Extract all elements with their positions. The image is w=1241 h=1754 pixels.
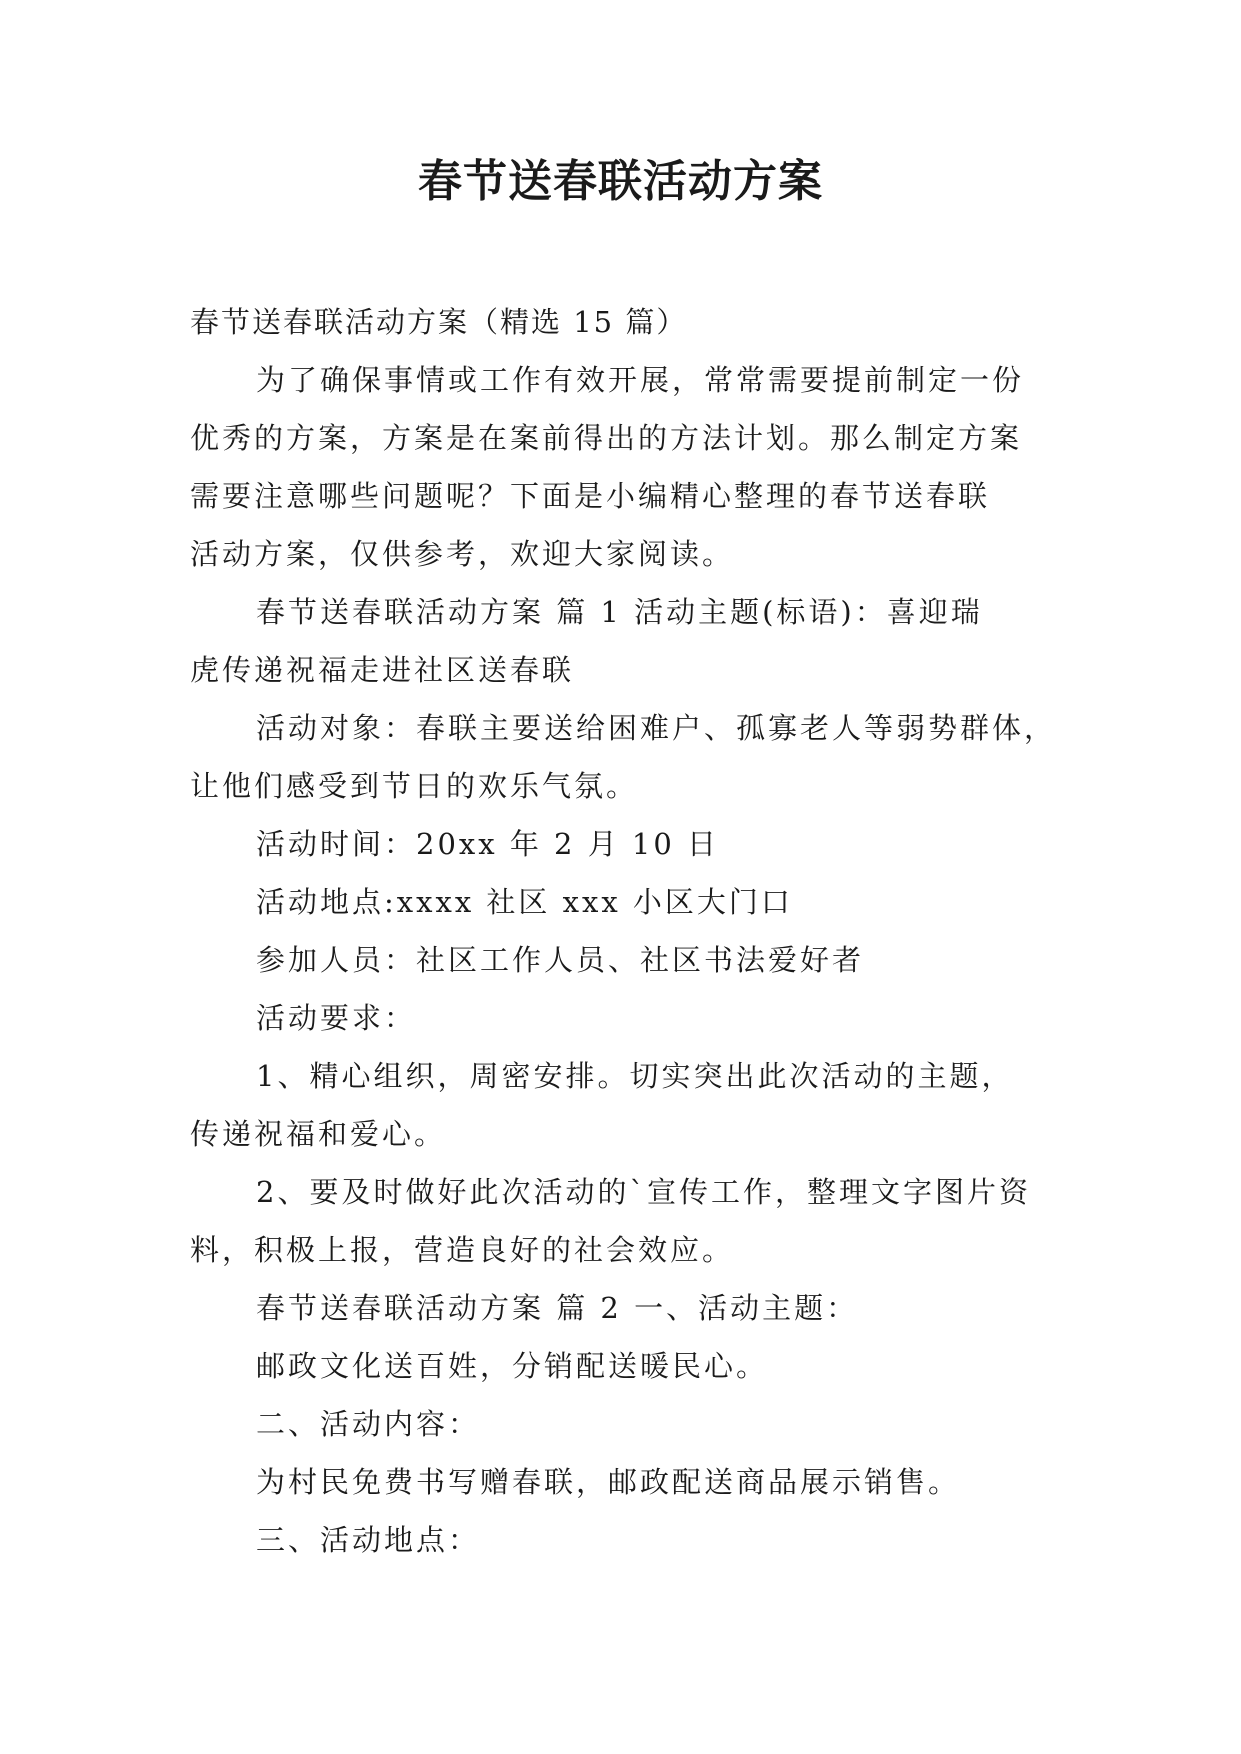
paragraph-line: 二、活动内容： [256, 1407, 481, 1441]
document-title: 春节送春联活动方案 [418, 156, 823, 207]
document-subtitle: 春节送春联活动方案（精选 15 篇） [190, 305, 688, 339]
paragraph-line: 春节送春联活动方案 篇 2 一、活动主题： [256, 1291, 859, 1325]
paragraph-line: 1、精心组织，周密安排。切实突出此次活动的主题， [256, 1059, 1014, 1093]
paragraph-line: 为村民免费书写赠春联，邮政配送商品展示销售。 [256, 1465, 961, 1499]
paragraph-line: 料，积极上报，营造良好的社会效应。 [190, 1233, 735, 1267]
paragraph-line: 活动时间：20xx 年 2 月 10 日 [256, 827, 720, 861]
paragraph-line: 让他们感受到节日的欢乐气氛。 [190, 769, 639, 803]
paragraph-line: 虎传递祝福走进社区送春联 [190, 653, 575, 687]
paragraph-line: 活动要求： [256, 1001, 417, 1035]
paragraph-line: 春节送春联活动方案 篇 1 活动主题(标语)：喜迎瑞 [256, 595, 983, 629]
paragraph-line: 活动方案，仅供参考，欢迎大家阅读。 [190, 537, 735, 571]
paragraph-line: 需要注意哪些问题呢？下面是小编精心整理的春节送春联 [190, 479, 991, 513]
paragraph-line: 优秀的方案，方案是在案前得出的方法计划。那么制定方案 [190, 421, 1023, 455]
paragraph-line: 邮政文化送百姓，分销配送暖民心。 [256, 1349, 769, 1383]
paragraph-line: 活动地点:xxxx 社区 xxx 小区大门口 [256, 885, 793, 919]
paragraph-line: 参加人员：社区工作人员、社区书法爱好者 [256, 943, 865, 977]
paragraph-line: 为了确保事情或工作有效开展，常常需要提前制定一份 [256, 363, 1025, 397]
paragraph-line: 三、活动地点： [256, 1523, 481, 1557]
document-body [190, 293, 1060, 1569]
paragraph-line: 传递祝福和爱心。 [190, 1117, 447, 1151]
paragraph-line: 2、要及时做好此次活动的`宣传工作，整理文字图片资 [256, 1175, 1031, 1209]
paragraph-line: 活动对象：春联主要送给困难户、孤寡老人等弱势群体， [256, 711, 1057, 745]
